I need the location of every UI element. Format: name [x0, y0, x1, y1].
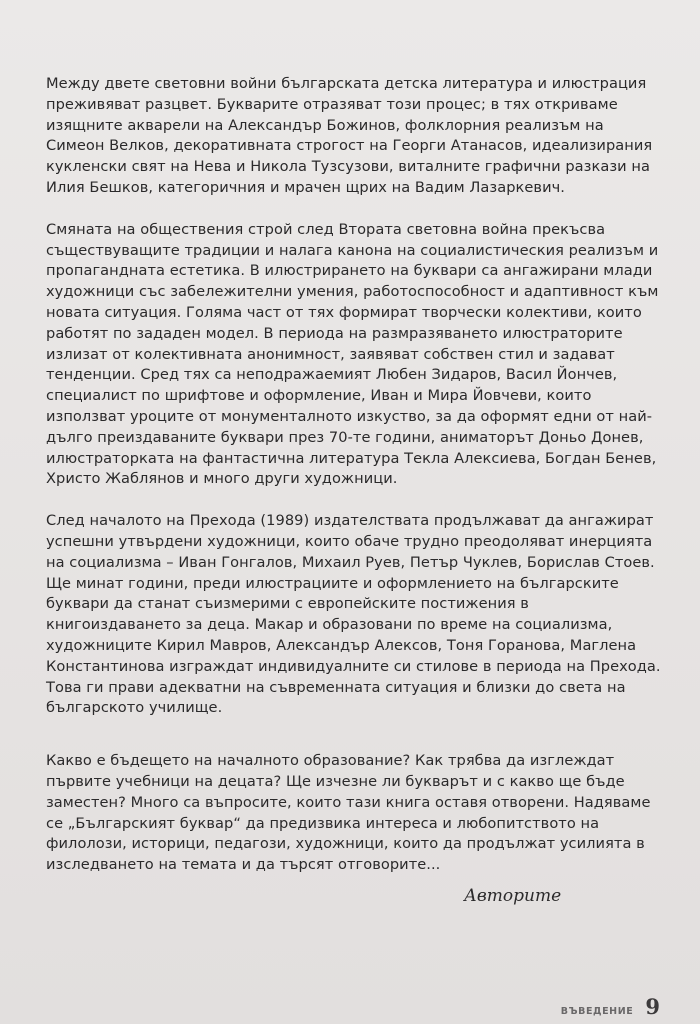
section-title: ВЪВЕДЕНИЕ: [560, 1006, 634, 1017]
authors-signature: Авторите: [464, 886, 562, 906]
paragraph-interwar: Между двете световни войни българската детска литература и илюстрация преживяват разцвет. Букварите отразяват този процес; в тях откриваме изящните акварели на Александър Божинов, фолклорния реализъм на Симеон Велков, декоративната строгост на Георги Атанасов, идеализирания кукленски свят на Нева и Никола Тузсузови, виталните графични разкази на Илия Бешков, категоричния и мрачен щрих на Вадим Лазаркевич.: [46, 75, 653, 196]
paragraph-transition: След началото на Прехода (1989) издателствата продължават да ангажират успешни утвърдени художници, които обаче трудно преодоляват инерцията на социализма – Иван Гонгалов, Михаил Руев, Петър Чуклев, Борислав Стоев. Ще минат години, преди илюстрациите и оформлението на българските буквари да станат съизмерими с европейските постижения в книгоиздаването за деца. Макар и образовани по време на социализма, художниците Кирил Мавров, Александър Алексов, Тоня Горанова, Маглена Константинова изграждат индивидуалните си стилове в периода на Прехода. Това ги прави адекватни на съвременната ситуация и близки до света на българското училище.: [46, 512, 661, 717]
body-text: [46, 74, 664, 876]
page-number: 9: [645, 994, 660, 1019]
paragraph-future: Какво е бъдещето на началното образование? Как трябва да изглеждат първите учебници на децата? Ще изчезне ли букварът и с какво ще бъде заместен? Много са въпросите, които тази книга оставя отворени. Надяваме се „Българският буквар“ да предизвика интереса и любопитството на филолози, историци, педагози, художници, които да продължат усилията в изследването на темата и да търсят отговорите...: [46, 752, 651, 874]
page-footer: [561, 994, 660, 1019]
paragraph-socialist-era: Смяната на обществения строй след Втората световна война прекъсва съществуващите традиции и налага канона на социалистическия реализъм и пропагандната естетика. В илюстрирането на буквари са ангажирани млади художници със забележителни умения, работоспособност и адаптивност към новата ситуация. Голяма част от тях формират творчески колективи, които работят по зададен модел. В периода на размразяването илюстраторите излизат от колективната анонимност, заявяват собствен стил и задават тенденции. Сред тях са неподражаемият Любен Зидаров, Васил Йончев, специалист по шрифтове и оформление, Иван и Мира Йовчеви, които използват уроците от монументалното изкуство, за да оформят едни от най-дълго преиздаваните буквари през 70-те години, аниматорът Доньо Донев, илюстраторката на фантастична литература Текла Алексиева, Богдан Бенев, Христо Жаблянов и много други художници.: [46, 220, 659, 488]
